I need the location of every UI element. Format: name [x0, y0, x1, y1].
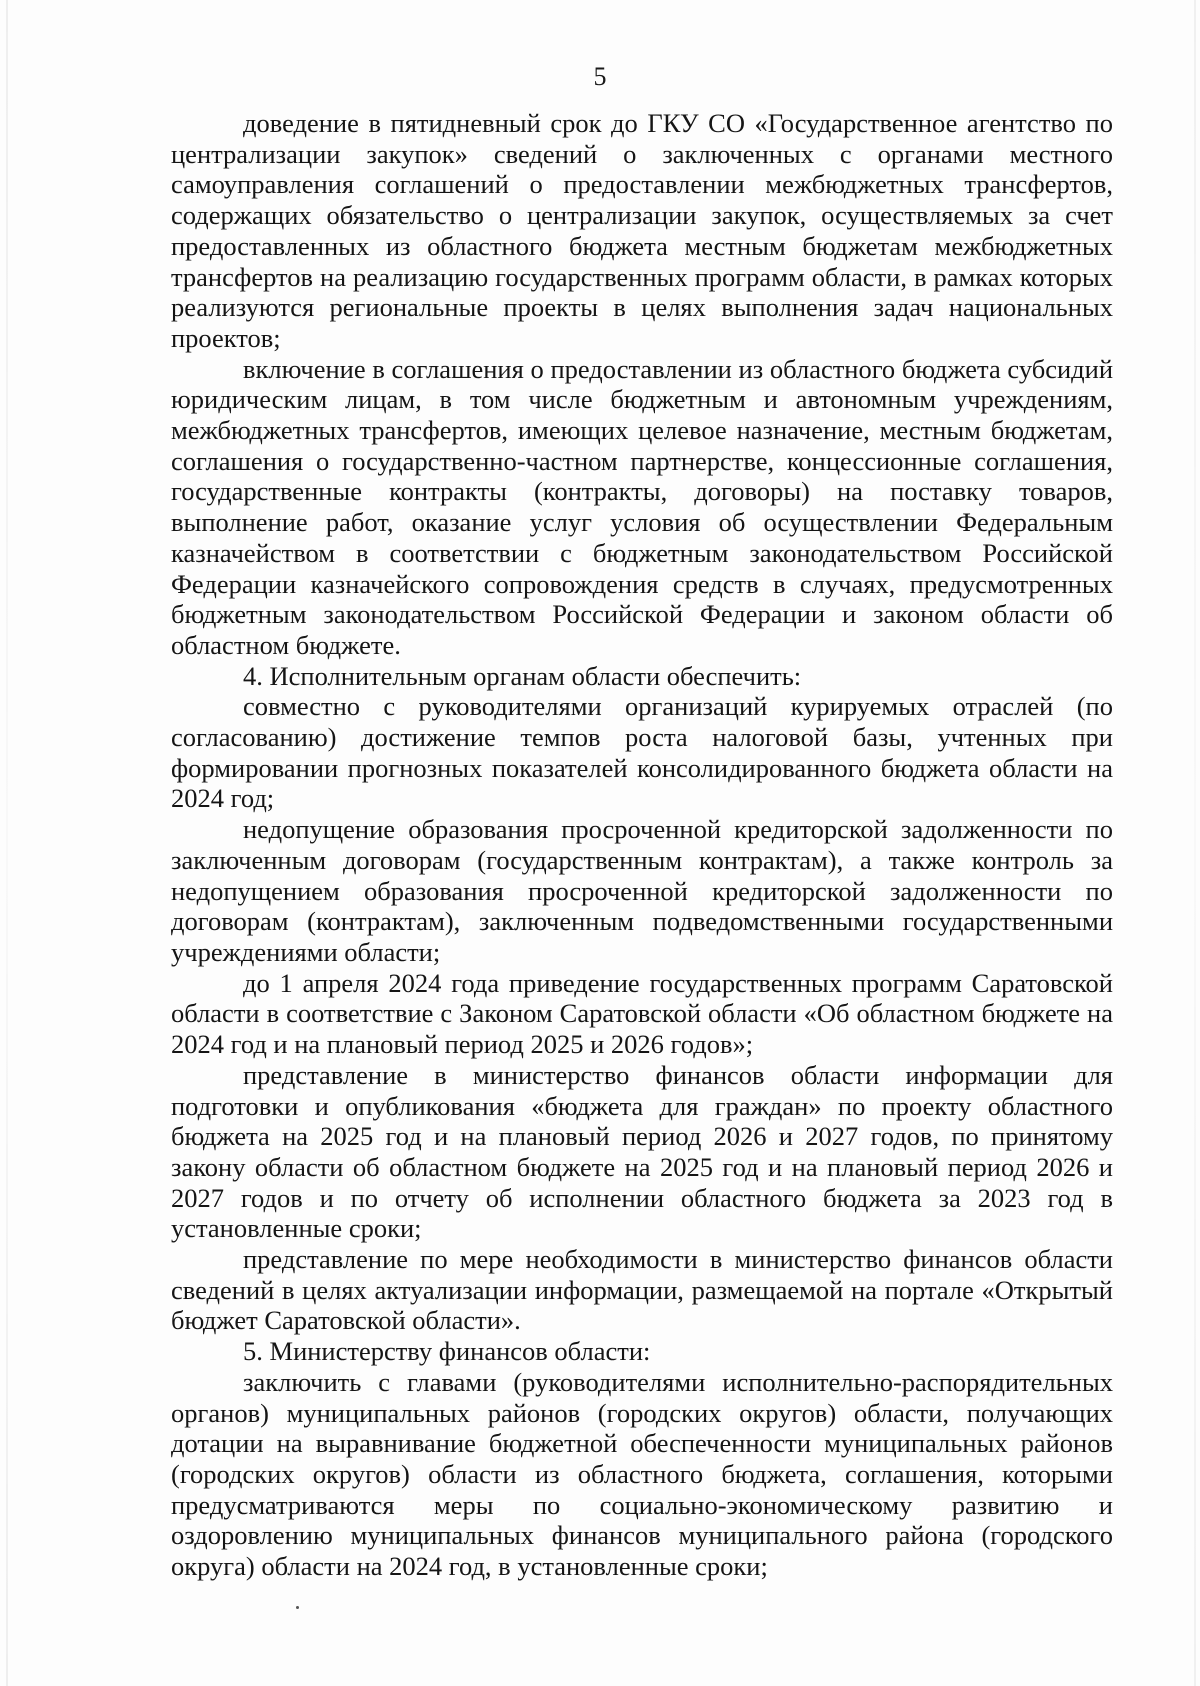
paragraph-tax-base: совместно с руководителями организаций курируемых отраслей (по согласованию) достижение темпов роста налоговой базы, учтенных при формировании прогнозных показателей консолидированного бюджета области на 2024 год; [171, 691, 1113, 814]
paragraph-municipal-agreements: заключить с главами (руководителями исполнительно-распорядительных органов) муниципальных районов (городских округов) области, получающих дотации на выравнивание бюджетной обеспеченности муниципальных районов (городских округов) области из областного бюджета, соглашения, которыми предусматриваются меры по социально-экономическому развитию и оздоровлению муниципальных финансов муниципального района (городского округа) области на 2024 год, в установленные сроки; [171, 1366, 1113, 1582]
document-body [171, 108, 1113, 1582]
paragraph-state-programs: до 1 апреля 2024 года приведение государственных программ Саратовской области в соответствие с Законом Саратовской области «Об областном бюджете на 2024 год и на плановый период 2025 и 2026 годов»; [171, 967, 1113, 1060]
section-4-heading: 4. Исполнительным органам области обеспечить: [243, 660, 802, 691]
scan-edge-left [6, 0, 8, 1686]
paragraph-overdue-debt: недопущение образования просроченной кредиторской задолженности по заключенным договорам (государственным контрактам), а также контроль за недопущением образования просроченной кредиторской задолженности по договорам (контрактам), заключенным подведомственными государственными учреждениями области; [171, 814, 1113, 967]
page-number: 5 [593, 62, 607, 91]
scan-speck [296, 1606, 299, 1609]
paragraph-citizens-budget: представление в министерство финансов области информации для подготовки и опубликования «бюджета для граждан» по проекту областного бюджета на 2025 год и на плановый период 2026 и 2027 годов, по принятому закону области об областном бюджете на 2025 год и на плановый период 2026 и 2027 годов и по отчету об исполнении областного бюджета за 2023 год в установленные сроки; [171, 1059, 1113, 1244]
section-5-heading: 5. Министерству финансов области: [243, 1336, 651, 1367]
paragraph-procurement-info: доведение в пятидневный срок до ГКУ СО «Государственное агентство по централизации закупок» сведений о заключенных с органами местного самоуправления соглашений о предоставлении межбюджетных трансфертов, содержащих обязательство о централизации закупок, осуществляемых за счет предоставленных из областного бюджета местным бюджетам межбюджетных трансфертов на реализацию государственных программ области, в рамках которых реализуются региональные проекты в целях выполнения задач национальных проектов; [171, 108, 1113, 353]
paragraph-open-budget-portal: представление по мере необходимости в министерство финансов области сведений в целях актуализации информации, размещаемой на портале «Открытый бюджет Саратовской области». [171, 1244, 1113, 1336]
paragraph-treasury-support: включение в соглашения о предоставлении из областного бюджета субсидий юридическим лицам, в том числе бюджетным и автономным учреждениям, межбюджетных трансфертов, имеющих целевое назначение, местным бюджетам, соглашения о государственно-частном партнерстве, концессионные соглашения, государственные контракты (контракты, договоры) на поставку товаров, выполнение работ, оказание услуг условия об осуществлении Федеральным казначейством в соответствии с бюджетным законодательством Российской Федерации казначейского сопровождения средств в случаях, предусмотренных бюджетным законодательством Российской Федерации и законом области об областном бюджете. [171, 353, 1113, 660]
scan-edge-right [1194, 0, 1196, 1686]
